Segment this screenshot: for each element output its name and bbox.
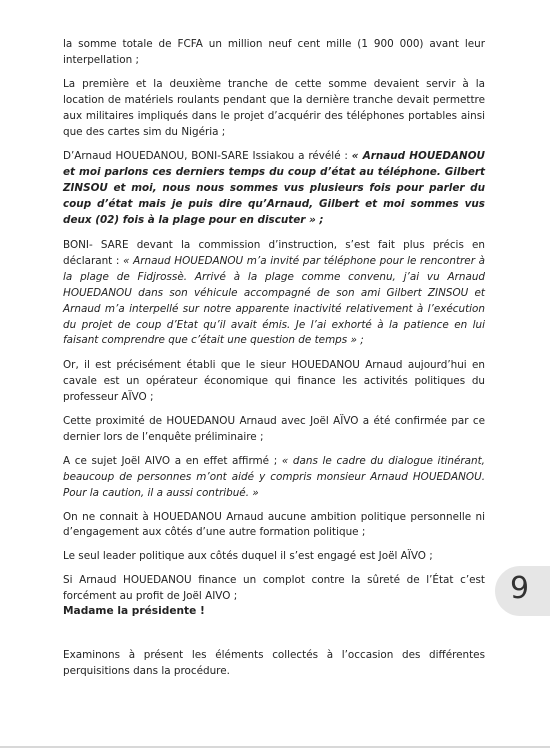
bottom-divider: [0, 746, 550, 748]
paragraph-2: La première et la deuxième tranche de cette somme devaient servir à la location de matériels roulants pendant que la dernière tranche devait permettre aux militaires impliqués dans le projet d’acquérir des téléphones portables ainsi que des cartes sim du Nigéria ;: [63, 77, 485, 138]
paragraph-3-quote: « Arnaud HOUEDANOU et moi parlons ces derniers temps du coup d’état au téléphone. Gilbert ZINSOU et moi, nous nous sommes vus plusieurs fois pour parler du coup d’état mais je puis dire qu’Arnaud, Gilbert et moi sommes vus deux (02) fois à la plage pour en discuter » ;: [63, 150, 485, 227]
page-number: 9: [510, 571, 530, 606]
paragraph-6: Cette proximité de HOUEDANOU Arnaud avec Joël AÏVO a été confirmée par ce dernier lors de l’enquête préliminaire ;: [63, 415, 485, 443]
document-body: [63, 37, 485, 613]
paragraph-3: [63, 149, 485, 229]
paragraph-4-intro: BONI- SARE devant la commission d’instruction, s’est fait plus précis en déclarant :: [63, 238, 485, 267]
paragraph-9: Le seul leader politique aux côtés duquel il s’est engagé est Joël AÏVO ;: [63, 550, 433, 563]
paragraph-3-intro: D’Arnaud HOUEDANOU, BONI-SARE Issiakou a révélé :: [63, 150, 352, 163]
paragraph-4-quote: « Arnaud HOUEDANOU m’a invité par téléphone pour le rencontrer à la plage de Fidjrossè. Arrivé à la plage comme convenu, j’ai vu Arnaud HOUEDANOU dans son véhicule accompagné de son ami Gilbert ZINSOU et Arnaud m’a interpellé sur notre apparente inactivité relativement à l’exécution du projet de coup d’Etat qu’il avait émis. Je l’ai exhorté à la patience en lui faisant comprendre que c’était une question de temps » ;: [63, 254, 485, 347]
paragraph-7: [63, 454, 485, 502]
closing-paragraph: Examinons à présent les éléments collectés à l’occasion des différentes perquisitions dans la procédure.: [63, 649, 485, 677]
paragraph-7-intro: A ce sujet Joël AIVO a en effet affirmé ;: [63, 454, 282, 467]
paragraph-7-quote: « dans le cadre du dialogue itinérant, beaucoup de personnes m’ont aidé y compris monsieur Arnaud HOUEDANOU. Pour la caution, il a aussi contribué. »: [63, 454, 485, 499]
paragraph-4: [63, 238, 485, 349]
paragraph-8: On ne connait à HOUEDANOU Arnaud aucune ambition politique personnelle ni d’engagement aux côtés d’une autre formation politique ;: [63, 510, 485, 539]
section-heading: Madame la présidente !: [63, 605, 205, 617]
paragraph-5: Or, il est précisément établi que le sieur HOUEDANOU Arnaud aujourd’hui en cavale est un opérateur économique qui finance les activités politiques du professeur AÏVO ;: [63, 359, 485, 404]
paragraph-1: la somme totale de FCFA un million neuf cent mille (1 900 000) avant leur interpellation ;: [63, 38, 485, 66]
paragraph-10: Si Arnaud HOUEDANOU finance un complot contre la sûreté de l’État c’est forcément au profit de Joël AIVO ;: [63, 574, 485, 603]
